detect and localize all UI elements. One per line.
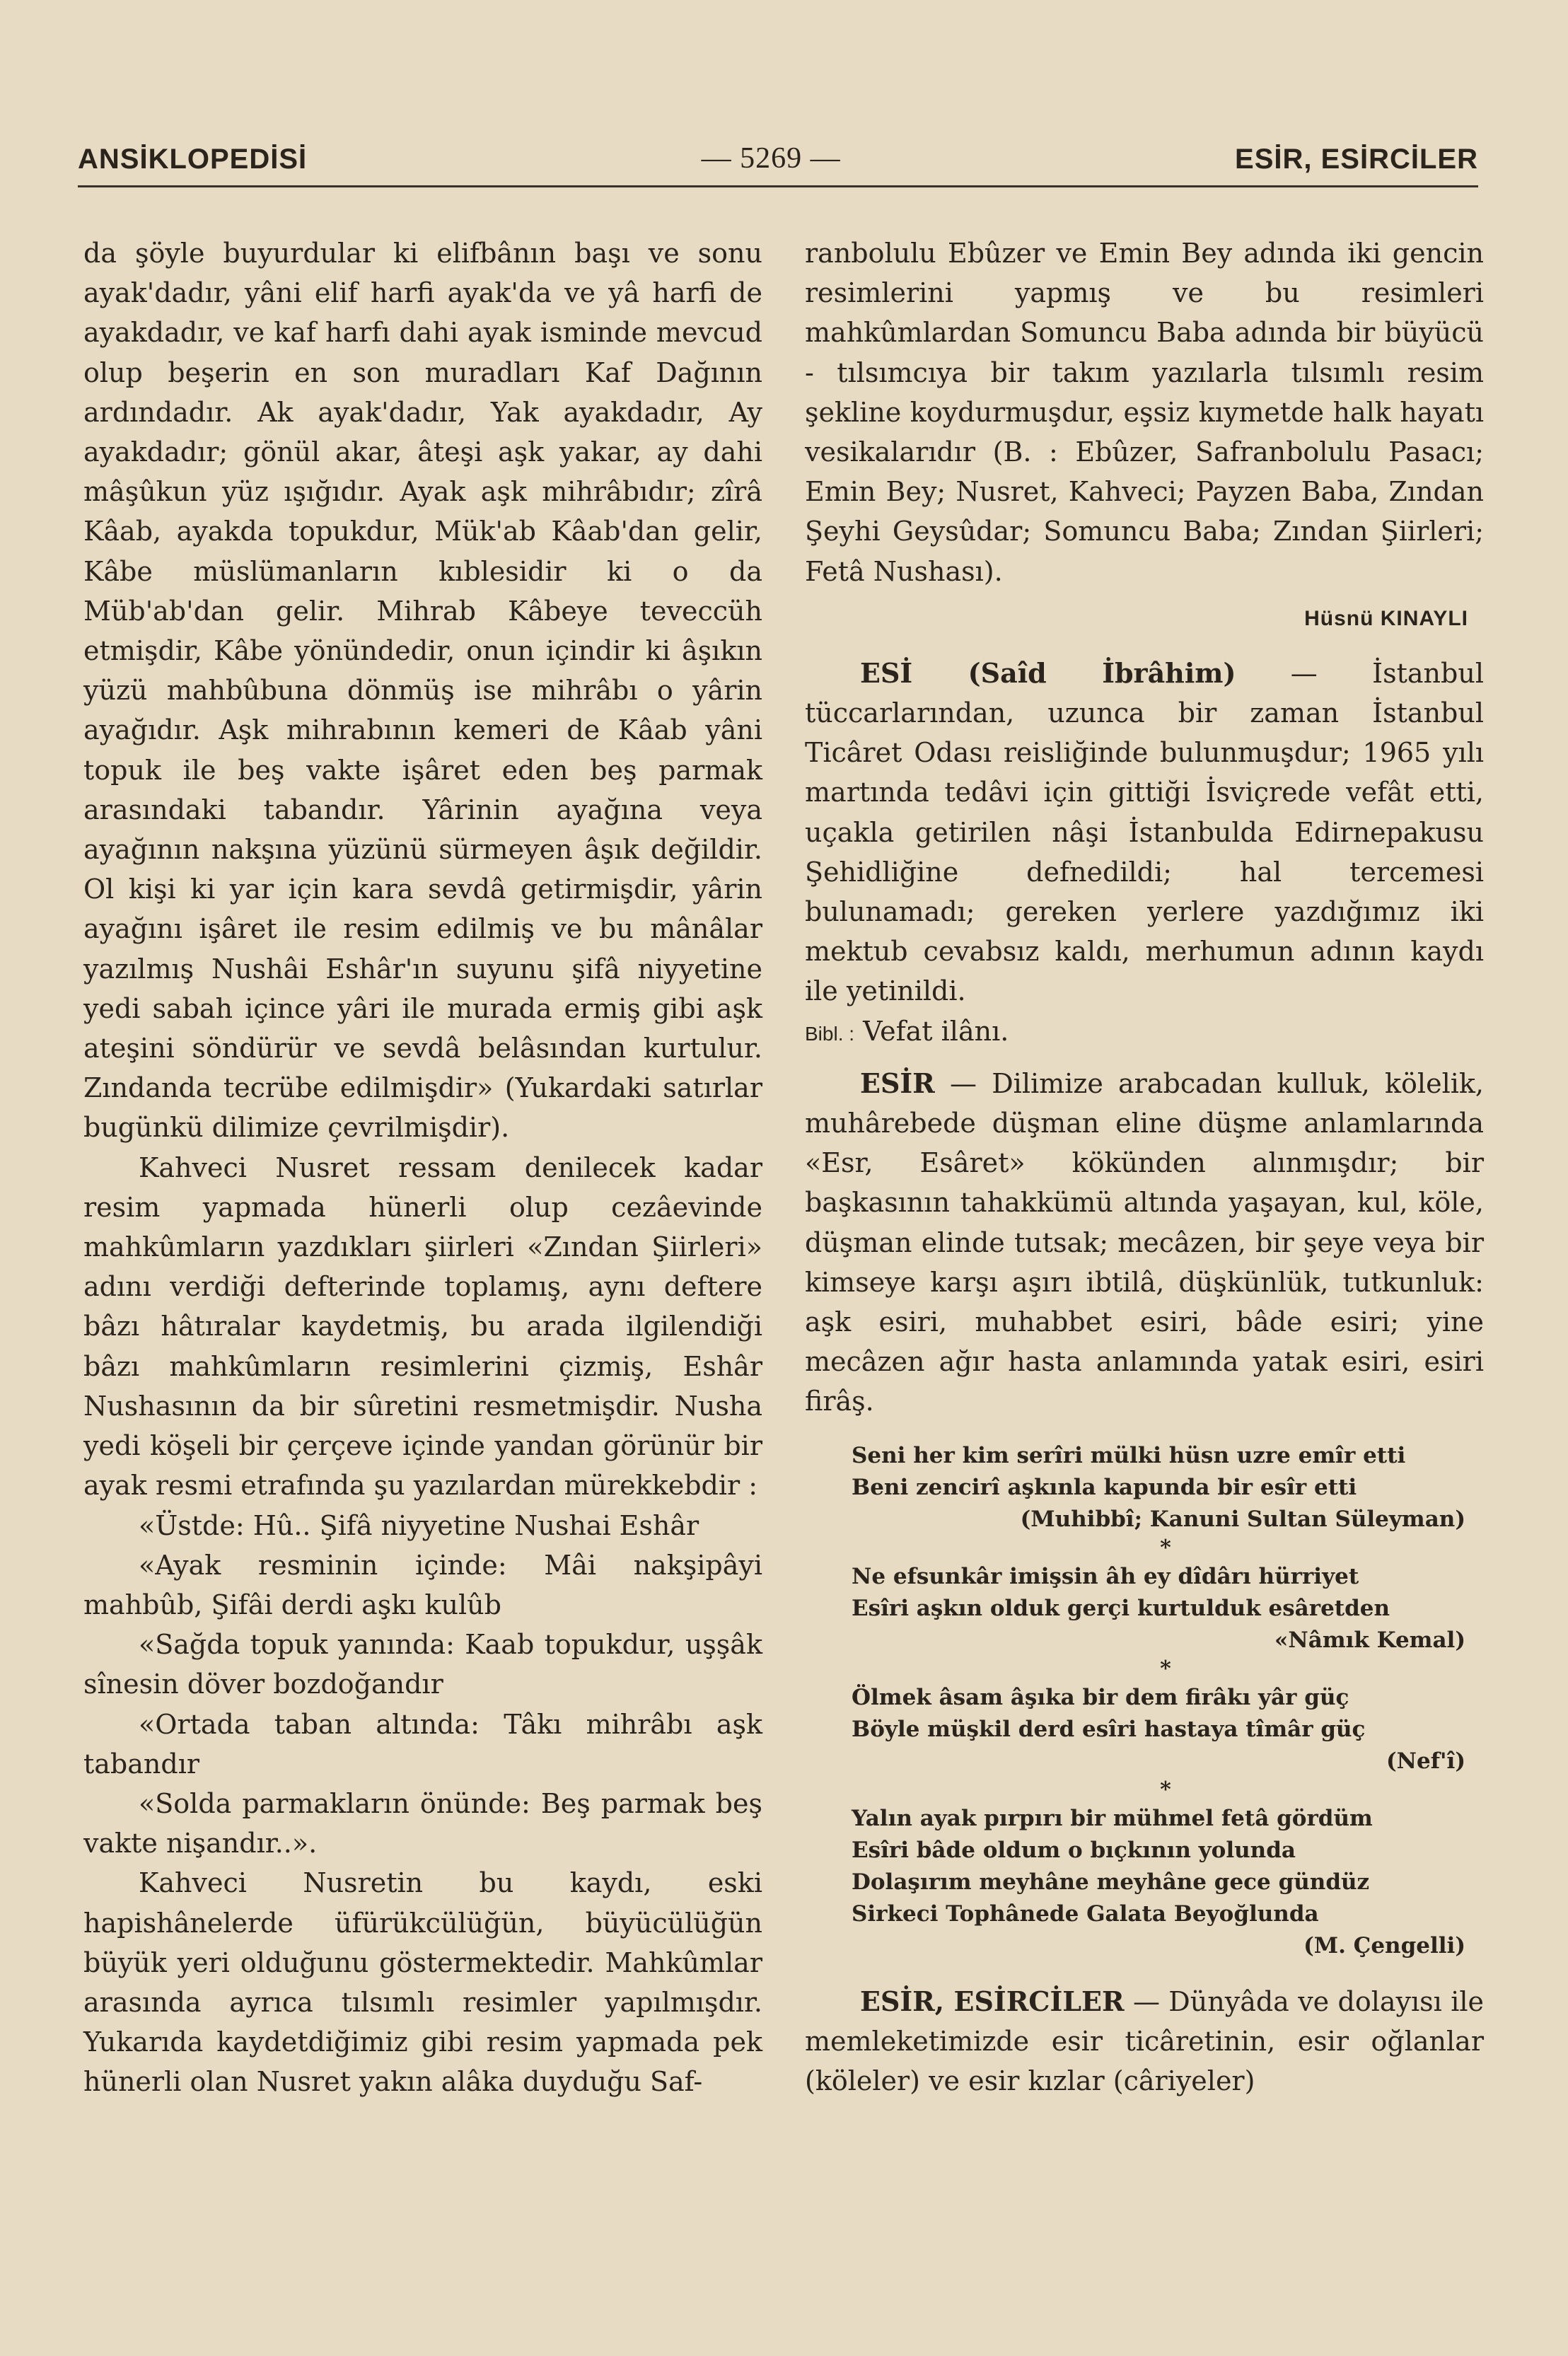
quote-line: «Ayak resminin içinde: Mâi nakşipâyi mahbûb, Şifâi derdi aşkı kulûb — [83, 1549, 762, 1620]
poem-separator: * — [1160, 1777, 1171, 1802]
poem-line: Ne efsunkâr imişsin âh ey dîdârı hürriyet — [852, 1563, 1359, 1589]
poem-block — [852, 1440, 1480, 1962]
paragraph: Kahveci Nusret ressam denilecek kadar resim yapmada hünerli olup cezâevinde mahkûmların yazdıkları şiirleri «Zından Şiirleri» adını verdiği defterinde toplamış, aynı deftere bâzı hâtıralar kaydetmiş, bu arada ilgilendiği bâzı mahkûmların resimlerini çizmiş, Eshâr Nushasının da bir sûretini resmetmişdir. Nusha yedi köşeli bir çerçeve içinde yandan görünür bir ayak resmi etrafında şu yazılardan mürekkebdir : — [83, 1151, 762, 1502]
poem-line: Esîri bâde oldum o bıçkının yolunda — [852, 1837, 1296, 1863]
poem-separator: * — [1160, 1535, 1171, 1560]
poem-line: Esîri aşkın olduk gerçi kurtulduk esâretden — [852, 1595, 1390, 1621]
entry-esirciler — [805, 1982, 1484, 2101]
entry-esir — [805, 1064, 1484, 1422]
spacer — [805, 1962, 1484, 1982]
entry-headword: ESİR, ESİRCİLER — [860, 1985, 1125, 2017]
entry-headword: ESİ (Saîd İbrâhim) — [860, 656, 1236, 689]
poem-line: Dolaşırım meyhâne meyhâne gece gündüz — [852, 1869, 1370, 1895]
poem-attribution: «Nâmık Kemal) — [1274, 1627, 1465, 1653]
quote-line: «Ortada taban altında: Tâkı mihrâbı aşk tabandır — [83, 1708, 762, 1780]
left-column — [83, 233, 762, 2102]
poem-line: Sirkeci Tophânede Galata Beyoğlunda — [852, 1901, 1319, 1927]
page-number: — 5269 — — [701, 142, 841, 175]
poem-attribution: (M. Çengelli) — [1303, 1932, 1465, 1959]
header-left-title: ANSİKLOPEDİSİ — [78, 144, 308, 175]
paragraph: Kahveci Nusretin bu kaydı, eski hapishânelerde üfürükcülüğün, büyücülüğün büyük yeri olduğunu göstermektedir. Mahkûmlar arasında ayrıca tılsımlı resimler yapılmışdır. Yukarıda kaydetdiğimiz gibi resim yapmada pek hünerli olan Nusret yakın alâka duyduğu Saf- — [83, 1867, 762, 2098]
quote-line: «Sağda topuk yanında: Kaab topukdur, uşşâk sînesin döver bozdoğandır — [83, 1629, 762, 1700]
entry-text: — Dilimize arabcadan kulluk, kölelik, muhârebede düşman eline düşme anlamlarında «Esr, Esâret» kökünden alınmışdır; bir başkasının tahakkümü altında yaşayan, kul, köle, düşman elinde tutsak; mecâzen, bir şeye veya bir kimseye karşı aşırı ibtilâ, düşkünlük, tutkunluk: aşk esiri, muhabbet esiri, bâde esiri; yine mecâzen ağır hasta anlamında yatak esiri, esiri firâş. — [805, 1067, 1484, 1417]
poem-separator: * — [1160, 1656, 1171, 1681]
entry-text: — İstanbul tüccarlarından, uzunca bir zaman İstanbul Ticâret Odası reisliğinde bulunmuşdur; 1965 yılı martında tedâvi için gittiği İsviçrede vefât etti, uçakla getirilen nâşi İstanbulda Edirnepakusu Şehidliğine defnedildi; hal tercemesi bulunamadı; gereken yerlere yazdığımız iki mektub cevabsız kaldı, merhumun adının kaydı ile yetinildi. — [805, 657, 1484, 1007]
bibliography-label: Bibl. : — [805, 1022, 855, 1045]
paragraph: da şöyle buyurdular ki elifbânın başı ve sonu ayak'dadır, yâni elif harfi ayak'da ve yâ harfi de ayakdadır, ve kaf harfı dahi ayak isminde mevcud olup beşerin en son muradları Kaf Dağının ardındadır. Ak ayak'dadır, Yak ayakdadır, Ay ayakdadır; gönül akar, âteşi aşk yakar, ay dahi mâşûkun yüz ışığıdır. Ayak aşk mihrâbıdır; zîrâ Kâab, ayakda topukdur, Mük'ab Kâab'dan gelir, Kâbe müslümanların kıblesidir ki o da Müb'ab'dan gelir. Mihrab Kâbeye teveccüh etmişdir, Kâbe yönündedir, onun içindir ki âşıkın yüzü mahbûbuna dönmüş ise mihrâbı o yârin ayağıdır. Aşk mihrabının kemeri de Kâab yâni topuk ile beş vakte işâret eden beş parmak arasındaki tabandır. Yârinin ayağına veya ayağının nakşına yüzünü sürmeyen âşık değildir. Ol kişi ki yar için kara sevdâ getirmişdir, yârin ayağını işâret ile resim edilmiş ve bu mânâlar yazılmış Nushâi Eshâr'ın suyunu şifâ niyyetine yedi sabah içince yâri ile murada ermiş gibi aşk ateşini söndürür ve sevdâ belâsından kurtulur. Zındanda tecrübe edilmişdir» (Yukardaki satırlar bugünkü dilimize çevrilmişdir). — [83, 238, 762, 1144]
poem-line: Yalın ayak pırpırı bir mühmel fetâ gördüm — [852, 1805, 1373, 1831]
quote-line: «Solda parmakların önünde: Beş parmak beş vakte nişandır..». — [83, 1787, 762, 1859]
bibliography-text: Vefat ilânı. — [863, 1015, 1009, 1047]
bibliography — [805, 1011, 1484, 1054]
poem-attribution: (Muhibbî; Kanuni Sultan Süleyman) — [1020, 1506, 1465, 1532]
poem-line: Beni zencirî aşkınla kapunda bir esîr etti — [852, 1474, 1357, 1500]
page-header — [78, 133, 1478, 175]
entry-esi — [805, 654, 1484, 1011]
poem-attribution: (Nef'î) — [1386, 1748, 1465, 1774]
author-signature: Hüsnü KINAYLI — [1304, 606, 1468, 630]
quote-line: «Üstde: Hû.. Şifâ niyyetine Nushai Eshâr — [139, 1509, 699, 1541]
poem-line: Ölmek âsam âşıka bir dem firâkı yâr güç — [852, 1684, 1349, 1710]
entry-text: — Dünyâda ve dolayısı ile memleketimizde esir ticâretinin, esir oğlanlar (köleler) ve esir kızlar (câriyeler) — [805, 1985, 1484, 2097]
poem-line: Seni her kim serîri mülki hüsn uzre emîr etti — [852, 1442, 1406, 1468]
poem-line: Böyle müşkil derd esîri hastaya tîmâr güç — [852, 1716, 1366, 1742]
right-column — [805, 233, 1484, 2101]
paragraph: ranbolulu Ebûzer ve Emin Bey adında iki gencin resimlerini yapmış ve bu resimleri mahkûmlardan Somuncu Baba adında bir büyücü - tılsımcıya bir takım yazılarla tılsımlı resim şekline koydurmuşdur, eşsiz kıymetde halk hayatı vesikalarıdır (B. : Ebûzer, Safranbolulu Pasacı; Emin Bey; Nusret, Kahveci; Payzen Baba, Zından Şeyhi Geysûdar; Somuncu Baba; Zından Şiirleri; Fetâ Nushası). — [805, 238, 1484, 587]
header-rule — [78, 185, 1478, 187]
header-right-title: ESİR, ESİRCİLER — [1235, 144, 1478, 175]
entry-headword: ESİR — [860, 1067, 935, 1099]
